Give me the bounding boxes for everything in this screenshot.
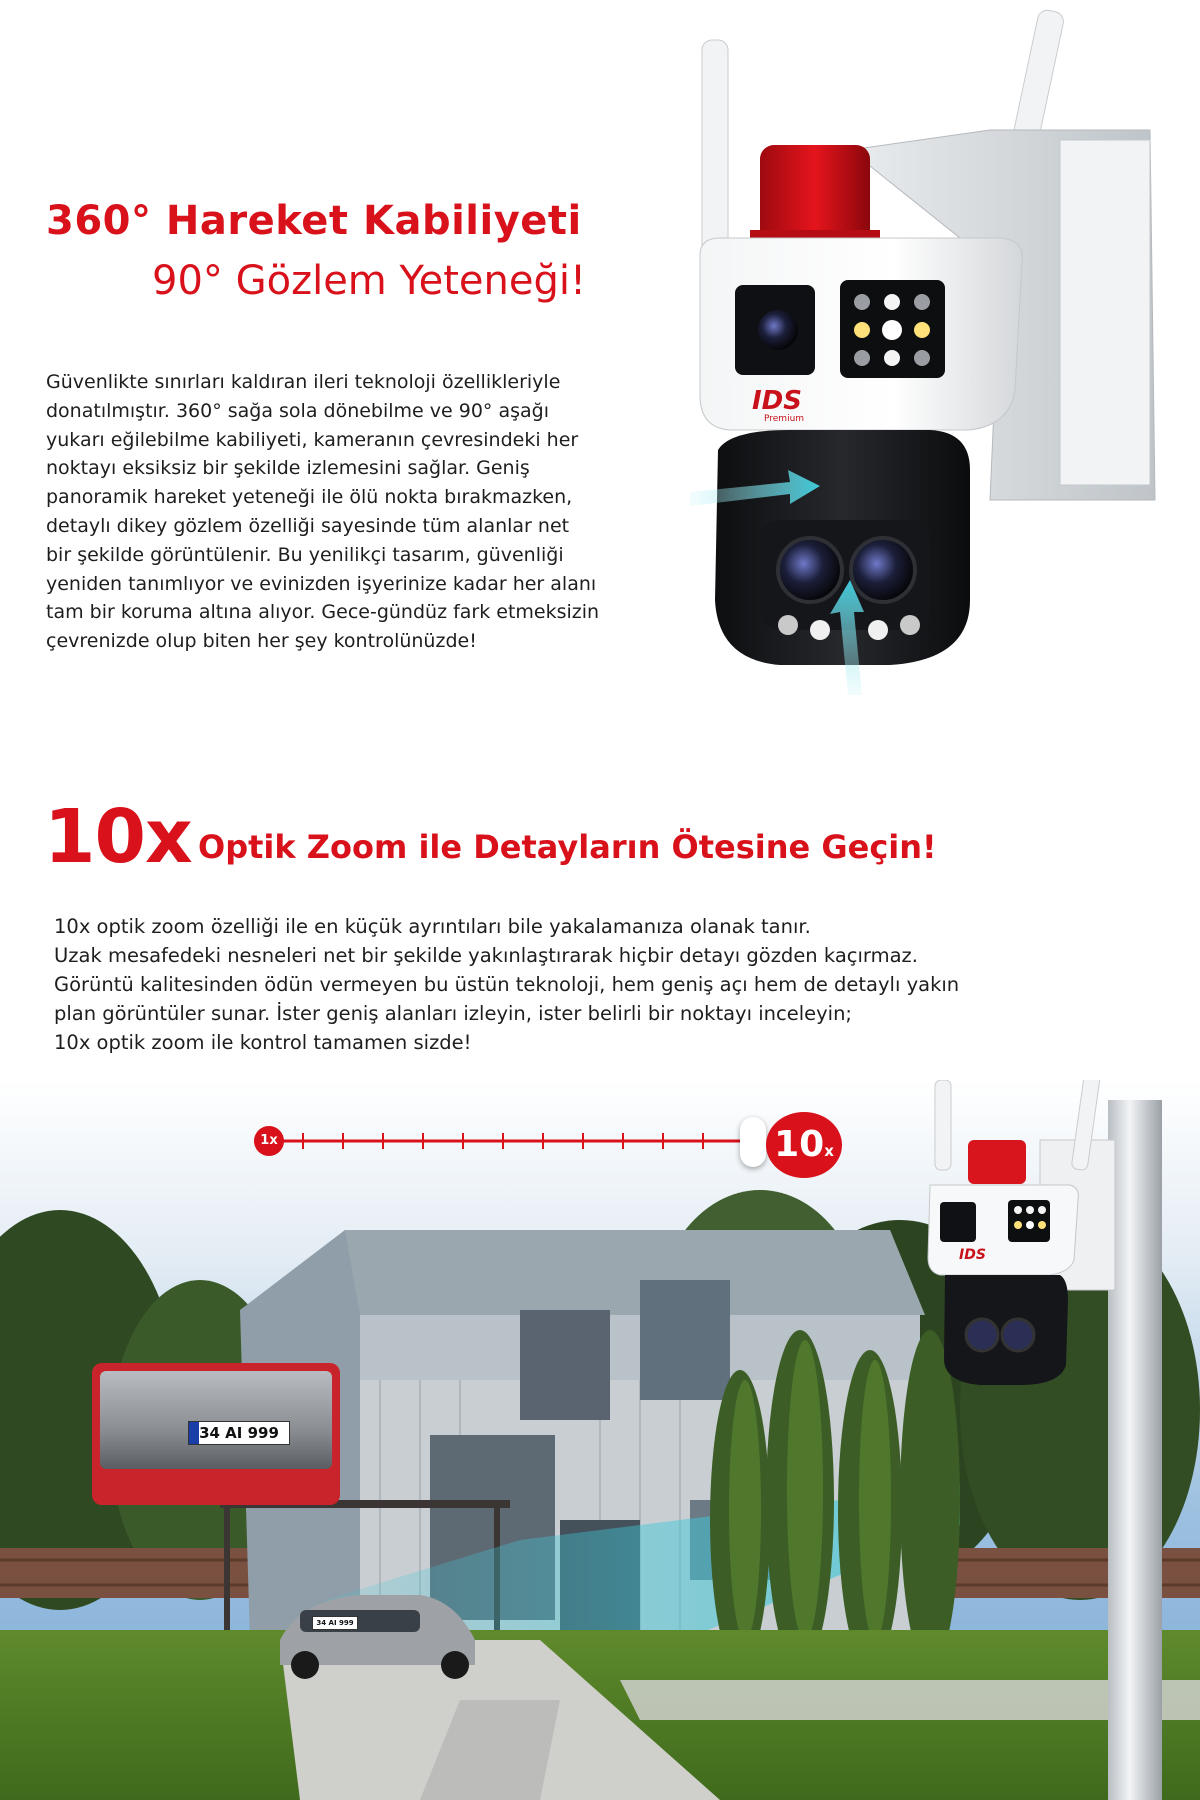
zoom-end-value: 10 bbox=[774, 1124, 825, 1165]
car-license-plate: 34 AI 999 bbox=[312, 1616, 358, 1630]
license-plate-text: 34 AI 999 bbox=[199, 1424, 279, 1442]
section2-paragraph bbox=[54, 912, 959, 1057]
paragraph-line: çevrenizde olup biten her şey kontrolünüzde! bbox=[46, 630, 477, 653]
zoom-end-marker bbox=[766, 1112, 842, 1178]
section2-big-label: 10x bbox=[44, 794, 192, 880]
zoom-slider-knob bbox=[740, 1117, 766, 1167]
paragraph-line: bir şekilde görüntülenir. Bu yenilikçi tasarım, güvenliği bbox=[46, 543, 564, 566]
section1-paragraph bbox=[46, 368, 686, 656]
camera-brand-sub: Premium bbox=[764, 414, 805, 424]
pole-camera-brand-logo: IDS bbox=[959, 1247, 986, 1263]
zoom-start-marker: 1x bbox=[254, 1126, 284, 1156]
paragraph-line: Uzak mesafedeki nesneleri net bir şekilde yakınlaştırarak hiçbir detayı gözden kaçırmaz. bbox=[54, 944, 918, 967]
camera-brand-logo: IDS bbox=[752, 386, 802, 416]
plate-zoom-inset bbox=[92, 1363, 340, 1505]
plate-country-strip bbox=[189, 1422, 199, 1444]
paragraph-line: 10x optik zoom ile kontrol tamamen sizde! bbox=[54, 1031, 472, 1054]
section1-title-line2: 90° Gözlem Yeteneği! bbox=[152, 258, 587, 304]
plate-zoom-photo bbox=[100, 1371, 332, 1469]
license-plate bbox=[188, 1421, 290, 1445]
paragraph-line: plan görüntüler sunar. İster geniş alanları izleyin, ister belirli bir noktayı inceleyin; bbox=[54, 1002, 853, 1025]
paragraph-line: tam bir koruma altına alıyor. Gece-gündüz fark etmeksizin bbox=[46, 601, 600, 624]
paragraph-line: 10x optik zoom özelliği ile en küçük ayrıntıları bile yakalamanıza olanak tanır. bbox=[54, 915, 811, 938]
camera-product-image bbox=[670, 0, 1200, 700]
paragraph-line: Görüntü kalitesinden ödün vermeyen bu üstün teknoloji, hem geniş açı hem de detaylı yakın bbox=[54, 973, 960, 996]
zoom-end-unit: x bbox=[824, 1142, 834, 1160]
paragraph-line: donatılmıştır. 360° sağa sola dönebilme ve 90° aşağı bbox=[46, 399, 549, 422]
section2-title: Optik Zoom ile Detayların Ötesine Geçin! bbox=[198, 828, 937, 866]
section1-title-line1: 360° Hareket Kabiliyeti bbox=[46, 198, 582, 244]
paragraph-line: panoramik hareket yeteneği ile ölü nokta bırakmazken, bbox=[46, 486, 573, 509]
paragraph-line: yeniden tanımlıyor ve evinizden işyerinize kadar her alanı bbox=[46, 572, 597, 595]
paragraph-line: detaylı dikey gözlem özelliği sayesinde tüm alanlar net bbox=[46, 514, 570, 537]
paragraph-line: Güvenlikte sınırları kaldıran ileri teknoloji özellikleriyle bbox=[46, 371, 561, 393]
paragraph-line: noktayı eksiksiz bir şekilde izlemesini sağlar. Geniş bbox=[46, 457, 530, 480]
paragraph-line: yukarı eğilebilme kabiliyeti, kameranın çevresindeki her bbox=[46, 428, 579, 451]
